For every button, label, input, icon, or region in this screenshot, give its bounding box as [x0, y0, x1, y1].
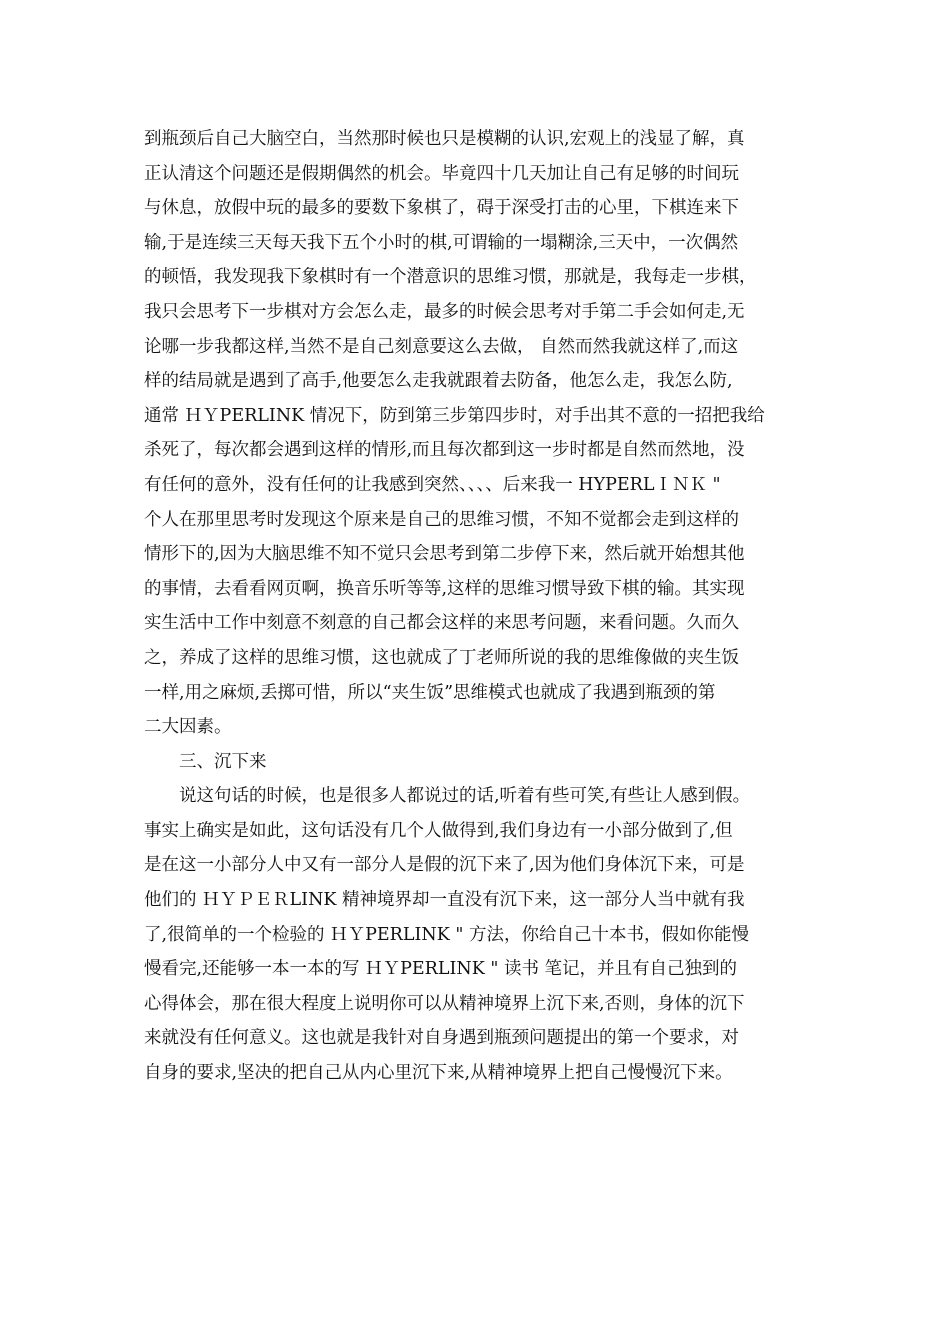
- text-line: 之，养成了这样的思维习惯，这也就成了丁老师所说的我的思维像做的夹生饭: [144, 647, 739, 668]
- text-line: 正认清这个问题还是假期偶然的机会。毕竟四十几天加让自己有足够的时间玩: [144, 163, 739, 184]
- text-line: 到瓶颈后自己大脑空白，当然那时候也只是模糊的认识,宏观上的浅显了解，真: [144, 129, 745, 149]
- text-line: 的事情，去看看网页啊，换音乐听等等,这样的思维习惯导致下棋的输。其实现: [144, 578, 745, 599]
- text-line: 二大因素。: [144, 717, 232, 738]
- text-line: 样的结局就是遇到了高手,他要怎么走我就跟着去防备，他怎么走，我怎么防,: [144, 371, 733, 392]
- text-line: 一样,用之麻烦,丢掷可惜，所以“夹生饭”思维模式也就成了我遇到瓶颈的第: [144, 682, 716, 703]
- section-heading: 三、沉下来: [179, 751, 267, 772]
- text-line: 有任何的意外，没有任何的让我感到突然、、、、后来我一 HYPERLＩＮＫ ": [144, 474, 721, 495]
- text-line: 通常 ＨＹPERLINK 情况下，防到第三步第四步时，对手出其不意的一招把我给: [144, 405, 765, 426]
- text-line: 个人在那里思考时发现这个原来是自己的思维习惯，不知不觉都会走到这样的: [144, 509, 739, 530]
- text-line: 来就没有任何意义。这也就是我针对自身遇到瓶颈问题提出的第一个要求，对: [144, 1028, 739, 1049]
- text-line: 输,于是连续三天每天我下五个小时的棋,可谓输的一塌糊涂,三天中，一次偶然: [144, 232, 739, 253]
- text-line: 论哪一步我都这样,当然不是自己刻意要这么去做， 自然而然我就这样了,而这: [144, 336, 739, 357]
- text-line: 他们的 ＨＹＰＥＲLINK 精神境界却一直没有沉下来，这一部分人当中就有我: [144, 890, 745, 911]
- text-line: 是在这一小部分人中又有一部分人是假的沉下来了,因为他们身体沉下来，可是: [144, 855, 745, 876]
- text-line: 与休息，放假中玩的最多的要数下象棋了，碍于深受打击的心里，下棋连来下: [144, 198, 739, 219]
- text-line: 事实上确实是如此，这句话没有几个人做得到,我们身边有一小部分做到了,但: [144, 820, 733, 841]
- text-line: 慢看完,还能够一本一本的写 ＨＹPERLINK " 读书 笔记，并且有自己独到的: [144, 959, 738, 980]
- text-line: 杀死了，每次都会遇到这样的情形,而且每次都到这一步时都是自然而然地，没: [144, 440, 745, 461]
- text-line: 我只会思考下一步棋对方会怎么走，最多的时候会思考对手第二手会如何走,无: [144, 301, 745, 322]
- document-body: [144, 122, 814, 1091]
- paragraph-first-line: 说这句话的时候，也是很多人都说过的话,听着有些可笑,有些让人感到假。: [179, 786, 751, 807]
- text-line: 情形下的,因为大脑思维不知不觉只会思考到第二步停下来，然后就开始想其他: [144, 544, 745, 565]
- text-line: 实生活中工作中刻意不刻意的自己都会这样的来思考问题，来看问题。久而久: [144, 613, 739, 634]
- text-line: 心得体会，那在很大程度上说明你可以从精神境界上沉下来,否则，身体的沉下: [144, 993, 745, 1014]
- text-line: 的顿悟，我发现我下象棋时有一个潜意识的思维习惯，那就是，我每走一步棋，: [144, 267, 757, 288]
- text-line: 自身的要求,坚决的把自己从内心里沉下来,从精神境界上把自己慢慢沉下来。: [144, 1063, 733, 1084]
- text-line: 了,很简单的一个检验的 ＨＹPERLINK " 方法，你给自己十本书，假如你能慢: [144, 924, 749, 945]
